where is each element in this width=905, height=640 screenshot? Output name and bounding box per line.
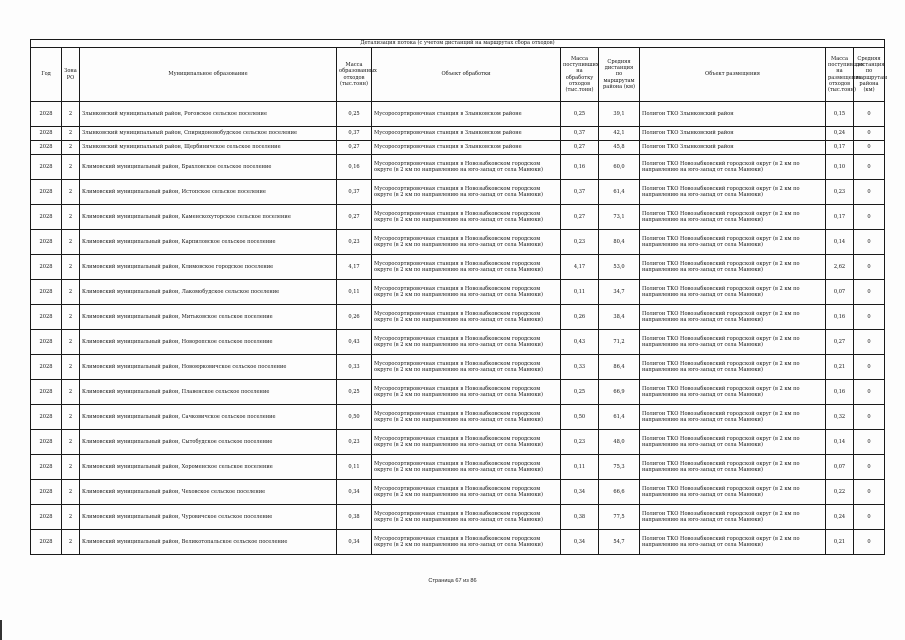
cell-mass-to-processing: 0,34 xyxy=(561,530,599,555)
cell-avg-distance-2: 0 xyxy=(854,127,885,141)
cell-municipality: Климовский муниципальный район, Чеховское сельское поселение xyxy=(80,480,337,505)
cell-mass-to-processing: 0,43 xyxy=(561,330,599,355)
cell-processing-object: Мусоросортировочная станция в Злынковском районе xyxy=(372,127,561,141)
cell-avg-distance-1: 77,5 xyxy=(599,505,640,530)
table-row xyxy=(31,127,885,141)
cell-avg-distance-1: 86,4 xyxy=(599,355,640,380)
scan-edge-mark xyxy=(0,620,2,640)
cell-year: 2028 xyxy=(31,455,62,480)
table-row xyxy=(31,230,885,255)
cell-municipality: Злынковский муниципальный район, Спиридоновобудское сельское поселение xyxy=(80,127,337,141)
header-processing-object: Объект обработки xyxy=(372,48,561,102)
cell-placement-object: Полигон ТКО Новозыбковский городской округ (в 2 км по направлению на юго-запад от села Манюки) xyxy=(640,230,826,255)
cell-placement-object: Полигон ТКО Новозыбковский городской округ (в 2 км по направлению на юго-запад от села Манюки) xyxy=(640,330,826,355)
header-avg-distance-2: Средняя дистанция по маршрутам района (км) xyxy=(854,48,885,102)
header-year: Год xyxy=(31,48,62,102)
cell-mass-to-placement: 2,62 xyxy=(826,255,854,280)
cell-municipality: Климовский муниципальный район, Лакомобудское сельское поселение xyxy=(80,280,337,305)
cell-zone: 2 xyxy=(62,127,80,141)
cell-year: 2028 xyxy=(31,530,62,555)
cell-zone: 2 xyxy=(62,380,80,405)
cell-zone: 2 xyxy=(62,102,80,127)
cell-mass-to-placement: 0,10 xyxy=(826,155,854,180)
cell-avg-distance-1: 34,7 xyxy=(599,280,640,305)
cell-mass-to-processing: 0,38 xyxy=(561,505,599,530)
cell-mass-to-placement: 0,07 xyxy=(826,280,854,305)
cell-zone: 2 xyxy=(62,530,80,555)
header-mass-to-placement: Масса поступивших на размещение отходов (тыс.тонн) xyxy=(826,48,854,102)
cell-zone: 2 xyxy=(62,305,80,330)
cell-zone: 2 xyxy=(62,355,80,380)
cell-placement-object: Полигон ТКО Злынковский район xyxy=(640,102,826,127)
cell-mass-to-processing: 0,25 xyxy=(561,380,599,405)
cell-avg-distance-2: 0 xyxy=(854,505,885,530)
cell-avg-distance-1: 48,0 xyxy=(599,430,640,455)
cell-mass-to-processing: 0,27 xyxy=(561,141,599,155)
cell-municipality: Климовский муниципальный район, Митьковское сельское поселение xyxy=(80,305,337,330)
cell-municipality: Злынковский муниципальный район, Щербиничское сельское поселение xyxy=(80,141,337,155)
cell-avg-distance-1: 75,3 xyxy=(599,455,640,480)
cell-avg-distance-2: 0 xyxy=(854,455,885,480)
cell-year: 2028 xyxy=(31,280,62,305)
cell-mass-to-processing: 0,25 xyxy=(561,102,599,127)
cell-year: 2028 xyxy=(31,255,62,280)
cell-mass-generated: 0,26 xyxy=(337,305,372,330)
cell-processing-object: Мусоросортировочная станция в Новозыбковском городском округе (в 2 км по направлению на юго-запад от села Манюки) xyxy=(372,530,561,555)
cell-placement-object: Полигон ТКО Злынковский район xyxy=(640,141,826,155)
cell-avg-distance-2: 0 xyxy=(854,530,885,555)
table-row xyxy=(31,255,885,280)
cell-processing-object: Мусоросортировочная станция в Злынковском районе xyxy=(372,102,561,127)
cell-mass-to-placement: 0,32 xyxy=(826,405,854,430)
table-row xyxy=(31,430,885,455)
cell-placement-object: Полигон ТКО Новозыбковский городской округ (в 2 км по направлению на юго-запад от села Манюки) xyxy=(640,380,826,405)
cell-year: 2028 xyxy=(31,180,62,205)
cell-mass-to-processing: 0,23 xyxy=(561,230,599,255)
cell-processing-object: Мусоросортировочная станция в Новозыбковском городском округе (в 2 км по направлению на юго-запад от села Манюки) xyxy=(372,480,561,505)
cell-year: 2028 xyxy=(31,141,62,155)
table-row xyxy=(31,305,885,330)
cell-avg-distance-2: 0 xyxy=(854,355,885,380)
cell-placement-object: Полигон ТКО Новозыбковский городской округ (в 2 км по направлению на юго-запад от села Манюки) xyxy=(640,155,826,180)
cell-year: 2028 xyxy=(31,155,62,180)
cell-year: 2028 xyxy=(31,405,62,430)
cell-placement-object: Полигон ТКО Новозыбковский городской округ (в 2 км по направлению на юго-запад от села Манюки) xyxy=(640,280,826,305)
cell-municipality: Климовский муниципальный район, Сачковичское сельское поселение xyxy=(80,405,337,430)
cell-municipality: Климовский муниципальный район, Карпиловское сельское поселение xyxy=(80,230,337,255)
cell-avg-distance-2: 0 xyxy=(854,405,885,430)
cell-mass-to-placement: 0,16 xyxy=(826,305,854,330)
cell-mass-generated: 0,37 xyxy=(337,127,372,141)
cell-avg-distance-1: 61,4 xyxy=(599,405,640,430)
cell-processing-object: Мусоросортировочная станция в Новозыбковском городском округе (в 2 км по направлению на юго-запад от села Манюки) xyxy=(372,305,561,330)
cell-avg-distance-1: 45,8 xyxy=(599,141,640,155)
cell-avg-distance-1: 60,0 xyxy=(599,155,640,180)
cell-processing-object: Мусоросортировочная станция в Злынковском районе xyxy=(372,141,561,155)
cell-placement-object: Полигон ТКО Новозыбковский городской округ (в 2 км по направлению на юго-запад от села Манюки) xyxy=(640,455,826,480)
cell-mass-generated: 0,34 xyxy=(337,530,372,555)
cell-year: 2028 xyxy=(31,480,62,505)
cell-mass-to-placement: 0,27 xyxy=(826,330,854,355)
cell-avg-distance-2: 0 xyxy=(854,255,885,280)
cell-zone: 2 xyxy=(62,155,80,180)
cell-mass-to-processing: 0,37 xyxy=(561,127,599,141)
cell-processing-object: Мусоросортировочная станция в Новозыбковском городском округе (в 2 км по направлению на юго-запад от села Манюки) xyxy=(372,205,561,230)
cell-year: 2028 xyxy=(31,380,62,405)
cell-avg-distance-1: 71,2 xyxy=(599,330,640,355)
cell-mass-to-placement: 0,24 xyxy=(826,505,854,530)
cell-processing-object: Мусоросортировочная станция в Новозыбковском городском округе (в 2 км по направлению на юго-запад от села Манюки) xyxy=(372,330,561,355)
cell-avg-distance-2: 0 xyxy=(854,102,885,127)
table-row xyxy=(31,530,885,555)
cell-processing-object: Мусоросортировочная станция в Новозыбковском городском округе (в 2 км по направлению на юго-запад от села Манюки) xyxy=(372,180,561,205)
cell-municipality: Климовский муниципальный район, Великотопальское сельское поселение xyxy=(80,530,337,555)
cell-mass-to-processing: 0,34 xyxy=(561,480,599,505)
table-row xyxy=(31,155,885,180)
cell-zone: 2 xyxy=(62,330,80,355)
cell-placement-object: Полигон ТКО Новозыбковский городской округ (в 2 км по направлению на юго-запад от села Манюки) xyxy=(640,480,826,505)
cell-mass-to-placement: 0,14 xyxy=(826,430,854,455)
cell-avg-distance-1: 38,4 xyxy=(599,305,640,330)
cell-processing-object: Мусоросортировочная станция в Новозыбковском городском округе (в 2 км по направлению на юго-запад от села Манюки) xyxy=(372,505,561,530)
table-row xyxy=(31,330,885,355)
cell-mass-to-placement: 0,21 xyxy=(826,530,854,555)
table-row xyxy=(31,280,885,305)
cell-avg-distance-2: 0 xyxy=(854,380,885,405)
cell-zone: 2 xyxy=(62,280,80,305)
cell-municipality: Злынковский муниципальный район, Роговское сельское поселение xyxy=(80,102,337,127)
cell-mass-to-processing: 0,27 xyxy=(561,205,599,230)
page-number: Страница 67 из 86 xyxy=(428,578,477,584)
cell-zone: 2 xyxy=(62,430,80,455)
cell-mass-to-placement: 0,16 xyxy=(826,380,854,405)
cell-municipality: Климовский муниципальный район, Чуровичское сельское поселение xyxy=(80,505,337,530)
table-header-row xyxy=(31,48,885,102)
cell-mass-to-processing: 0,50 xyxy=(561,405,599,430)
cell-zone: 2 xyxy=(62,505,80,530)
cell-zone: 2 xyxy=(62,141,80,155)
cell-year: 2028 xyxy=(31,102,62,127)
cell-zone: 2 xyxy=(62,205,80,230)
cell-mass-to-processing: 0,26 xyxy=(561,305,599,330)
cell-placement-object: Полигон ТКО Злынковский район xyxy=(640,127,826,141)
table-row xyxy=(31,355,885,380)
cell-mass-to-processing: 4,17 xyxy=(561,255,599,280)
cell-avg-distance-1: 42,1 xyxy=(599,127,640,141)
cell-mass-to-processing: 0,23 xyxy=(561,430,599,455)
cell-processing-object: Мусоросортировочная станция в Новозыбковском городском округе (в 2 км по направлению на юго-запад от села Манюки) xyxy=(372,430,561,455)
cell-year: 2028 xyxy=(31,330,62,355)
cell-zone: 2 xyxy=(62,455,80,480)
table-title: Детализация потока (с учетом дистанций на маршрутах сбора отходов) xyxy=(31,40,885,48)
header-placement-object: Объект размещения xyxy=(640,48,826,102)
cell-avg-distance-2: 0 xyxy=(854,305,885,330)
cell-zone: 2 xyxy=(62,255,80,280)
cell-mass-generated: 0,34 xyxy=(337,480,372,505)
table-row xyxy=(31,180,885,205)
header-zone: Зона РО xyxy=(62,48,80,102)
cell-avg-distance-1: 54,7 xyxy=(599,530,640,555)
cell-placement-object: Полигон ТКО Новозыбковский городской округ (в 2 км по направлению на юго-запад от села Манюки) xyxy=(640,205,826,230)
cell-mass-to-placement: 0,07 xyxy=(826,455,854,480)
cell-placement-object: Полигон ТКО Новозыбковский городской округ (в 2 км по направлению на юго-запад от села Манюки) xyxy=(640,505,826,530)
header-municipality: Муниципальное образование xyxy=(80,48,337,102)
cell-year: 2028 xyxy=(31,127,62,141)
cell-placement-object: Полигон ТКО Новозыбковский городской округ (в 2 км по направлению на юго-запад от села Манюки) xyxy=(640,530,826,555)
cell-municipality: Климовский муниципальный район, Плавенское сельское поселение xyxy=(80,380,337,405)
cell-municipality: Климовский муниципальный район, Новоропское сельское поселение xyxy=(80,330,337,355)
cell-avg-distance-1: 53,0 xyxy=(599,255,640,280)
cell-mass-to-placement: 0,21 xyxy=(826,355,854,380)
cell-mass-to-placement: 0,22 xyxy=(826,480,854,505)
cell-mass-generated: 0,11 xyxy=(337,455,372,480)
table-row xyxy=(31,141,885,155)
cell-year: 2028 xyxy=(31,230,62,255)
cell-mass-generated: 0,27 xyxy=(337,141,372,155)
cell-avg-distance-1: 73,1 xyxy=(599,205,640,230)
cell-processing-object: Мусоросортировочная станция в Новозыбковском городском округе (в 2 км по направлению на юго-запад от села Манюки) xyxy=(372,280,561,305)
cell-mass-generated: 0,50 xyxy=(337,405,372,430)
cell-municipality: Климовский муниципальный район, Хороменское сельское поселение xyxy=(80,455,337,480)
cell-avg-distance-2: 0 xyxy=(854,280,885,305)
cell-municipality: Климовский муниципальный район, Сытобудское сельское поселение xyxy=(80,430,337,455)
cell-avg-distance-2: 0 xyxy=(854,141,885,155)
cell-mass-to-processing: 0,33 xyxy=(561,355,599,380)
cell-municipality: Климовский муниципальный район, Новоюрковичское сельское поселение xyxy=(80,355,337,380)
cell-placement-object: Полигон ТКО Новозыбковский городской округ (в 2 км по направлению на юго-запад от села Манюки) xyxy=(640,430,826,455)
cell-year: 2028 xyxy=(31,430,62,455)
cell-mass-generated: 0,11 xyxy=(337,280,372,305)
cell-year: 2028 xyxy=(31,305,62,330)
table-row xyxy=(31,480,885,505)
cell-mass-generated: 0,23 xyxy=(337,430,372,455)
cell-placement-object: Полигон ТКО Новозыбковский городской округ (в 2 км по направлению на юго-запад от села Манюки) xyxy=(640,305,826,330)
cell-avg-distance-1: 80,4 xyxy=(599,230,640,255)
cell-mass-to-placement: 0,24 xyxy=(826,127,854,141)
cell-mass-generated: 0,16 xyxy=(337,155,372,180)
table-row xyxy=(31,102,885,127)
cell-avg-distance-1: 66,6 xyxy=(599,480,640,505)
cell-placement-object: Полигон ТКО Новозыбковский городской округ (в 2 км по направлению на юго-запад от села Манюки) xyxy=(640,355,826,380)
table-row xyxy=(31,380,885,405)
cell-mass-generated: 0,37 xyxy=(337,180,372,205)
cell-mass-to-processing: 0,11 xyxy=(561,280,599,305)
cell-zone: 2 xyxy=(62,405,80,430)
cell-year: 2028 xyxy=(31,355,62,380)
cell-mass-generated: 0,25 xyxy=(337,380,372,405)
cell-avg-distance-2: 0 xyxy=(854,430,885,455)
header-avg-distance-1: Средняя дистанция по маршрутам района (км) xyxy=(599,48,640,102)
cell-placement-object: Полигон ТКО Новозыбковский городской округ (в 2 км по направлению на юго-запад от села Манюки) xyxy=(640,180,826,205)
cell-mass-to-placement: 0,15 xyxy=(826,102,854,127)
cell-municipality: Климовский муниципальный район, Каменскохуторское сельское поселение xyxy=(80,205,337,230)
cell-year: 2028 xyxy=(31,505,62,530)
table-row xyxy=(31,205,885,230)
cell-avg-distance-2: 0 xyxy=(854,155,885,180)
cell-avg-distance-2: 0 xyxy=(854,330,885,355)
cell-municipality: Климовский муниципальный район, Климовское городское поселение xyxy=(80,255,337,280)
cell-mass-generated: 0,27 xyxy=(337,205,372,230)
cell-mass-to-placement: 0,14 xyxy=(826,230,854,255)
cell-mass-to-placement: 0,17 xyxy=(826,141,854,155)
cell-avg-distance-1: 66,9 xyxy=(599,380,640,405)
cell-processing-object: Мусоросортировочная станция в Новозыбковском городском округе (в 2 км по направлению на юго-запад от села Манюки) xyxy=(372,355,561,380)
cell-avg-distance-2: 0 xyxy=(854,205,885,230)
cell-mass-generated: 0,43 xyxy=(337,330,372,355)
cell-processing-object: Мусоросортировочная станция в Новозыбковском городском округе (в 2 км по направлению на юго-запад от села Манюки) xyxy=(372,255,561,280)
cell-mass-to-placement: 0,23 xyxy=(826,180,854,205)
cell-zone: 2 xyxy=(62,230,80,255)
header-mass-to-processing: Масса поступивших на обработку отходов (тыс.тонн) xyxy=(561,48,599,102)
table-row xyxy=(31,455,885,480)
table-row xyxy=(31,505,885,530)
cell-mass-to-processing: 0,16 xyxy=(561,155,599,180)
cell-mass-generated: 0,33 xyxy=(337,355,372,380)
cell-zone: 2 xyxy=(62,480,80,505)
cell-mass-generated: 0,23 xyxy=(337,230,372,255)
cell-mass-to-processing: 0,37 xyxy=(561,180,599,205)
cell-mass-to-placement: 0,17 xyxy=(826,205,854,230)
cell-processing-object: Мусоросортировочная станция в Новозыбковском городском округе (в 2 км по направлению на юго-запад от села Манюки) xyxy=(372,405,561,430)
cell-zone: 2 xyxy=(62,180,80,205)
cell-mass-generated: 4,17 xyxy=(337,255,372,280)
cell-processing-object: Мусоросортировочная станция в Новозыбковском городском округе (в 2 км по направлению на юго-запад от села Манюки) xyxy=(372,455,561,480)
cell-mass-generated: 0,38 xyxy=(337,505,372,530)
cell-avg-distance-1: 39,1 xyxy=(599,102,640,127)
cell-avg-distance-2: 0 xyxy=(854,180,885,205)
cell-avg-distance-2: 0 xyxy=(854,480,885,505)
waste-flow-table xyxy=(30,39,888,555)
cell-avg-distance-2: 0 xyxy=(854,230,885,255)
cell-processing-object: Мусоросортировочная станция в Новозыбковском городском округе (в 2 км по направлению на юго-запад от села Манюки) xyxy=(372,155,561,180)
cell-year: 2028 xyxy=(31,205,62,230)
cell-processing-object: Мусоросортировочная станция в Новозыбковском городском округе (в 2 км по направлению на юго-запад от села Манюки) xyxy=(372,230,561,255)
cell-mass-generated: 0,25 xyxy=(337,102,372,127)
cell-avg-distance-1: 61,4 xyxy=(599,180,640,205)
table-title-row xyxy=(31,40,885,48)
cell-placement-object: Полигон ТКО Новозыбковский городской округ (в 2 км по направлению на юго-запад от села Манюки) xyxy=(640,405,826,430)
cell-municipality: Климовский муниципальный район, Брахловское сельское поселение xyxy=(80,155,337,180)
table-row xyxy=(31,405,885,430)
cell-processing-object: Мусоросортировочная станция в Новозыбковском городском округе (в 2 км по направлению на юго-запад от села Манюки) xyxy=(372,380,561,405)
header-mass-generated: Масса образованных отходов (тыс.тонн) xyxy=(337,48,372,102)
cell-placement-object: Полигон ТКО Новозыбковский городской округ (в 2 км по направлению на юго-запад от села Манюки) xyxy=(640,255,826,280)
cell-municipality: Климовский муниципальный район, Истопское сельское поселение xyxy=(80,180,337,205)
cell-mass-to-processing: 0,11 xyxy=(561,455,599,480)
